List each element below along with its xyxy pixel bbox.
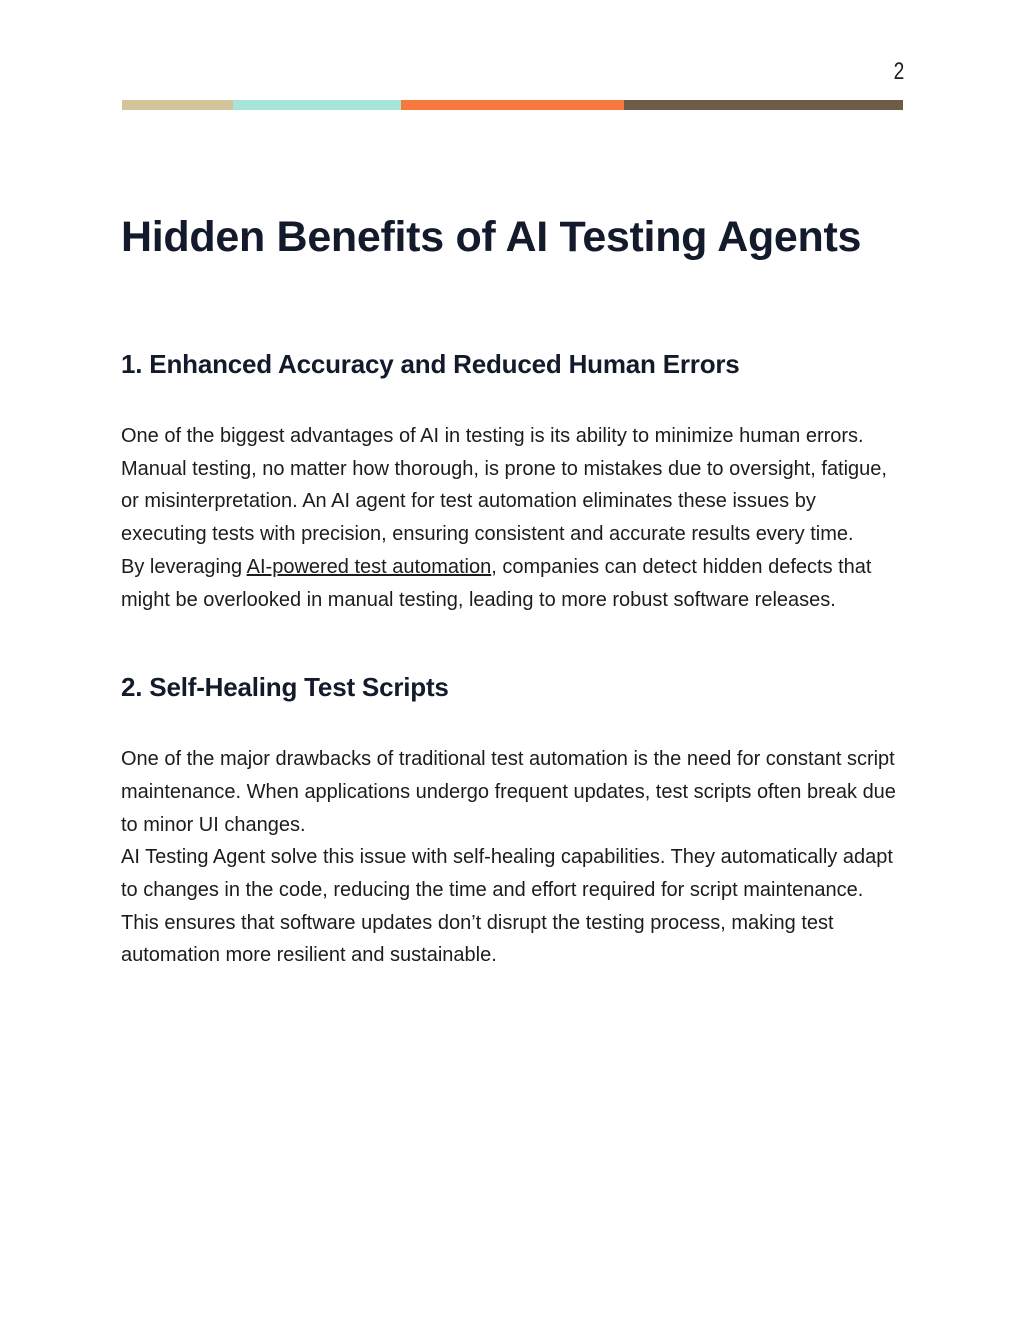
paragraph-text-before-link: By leveraging bbox=[121, 555, 247, 578]
page-number: 2 bbox=[893, 58, 904, 85]
color-bar-segment-mint bbox=[233, 100, 401, 110]
section-1-paragraph-1: One of the biggest advantages of AI in testing is its ability to minimize human errors. Manual testing, no matter how thorough, is prone to mistakes due to oversight, fatigue, or misinterpretation. An AI agent for test automation eliminates these issues by executing tests with precision, ensuring consistent and accurate results every time. bbox=[121, 425, 887, 546]
section-1-paragraph-2 bbox=[121, 551, 906, 616]
color-bar-segment-orange bbox=[401, 100, 624, 110]
ai-powered-test-automation-link[interactable]: AI-powered test automation bbox=[246, 555, 492, 578]
header-color-bar bbox=[122, 100, 903, 110]
section-heading-self-healing: 2. Self-Healing Test Scripts bbox=[121, 672, 449, 703]
paragraph-text-after-link: , companies can detect hidden defects that might be overlooked in manual testing, leading to more robust software releases. bbox=[121, 555, 872, 611]
section-heading-accuracy: 1. Enhanced Accuracy and Reduced Human Errors bbox=[121, 349, 740, 379]
page-title: Hidden Benefits of AI Testing Agents bbox=[121, 213, 862, 261]
color-bar-segment-beige bbox=[122, 100, 233, 110]
color-bar-segment-brown bbox=[624, 100, 903, 110]
section-2-paragraph-2: AI Testing Agent solve this issue with self-healing capabilities. They automatically adapt to changes in the code, reducing the time and effort required for script maintenance. This ensures that software updates don’t disrupt the testing process, making test automation more resilient and sustainable. bbox=[121, 846, 893, 967]
section-2-paragraph-1: One of the major drawbacks of traditional test automation is the need for constant script maintenance. When applications undergo frequent updates, test scripts often break due to minor UI changes. bbox=[121, 748, 896, 836]
document-body bbox=[121, 200, 906, 972]
